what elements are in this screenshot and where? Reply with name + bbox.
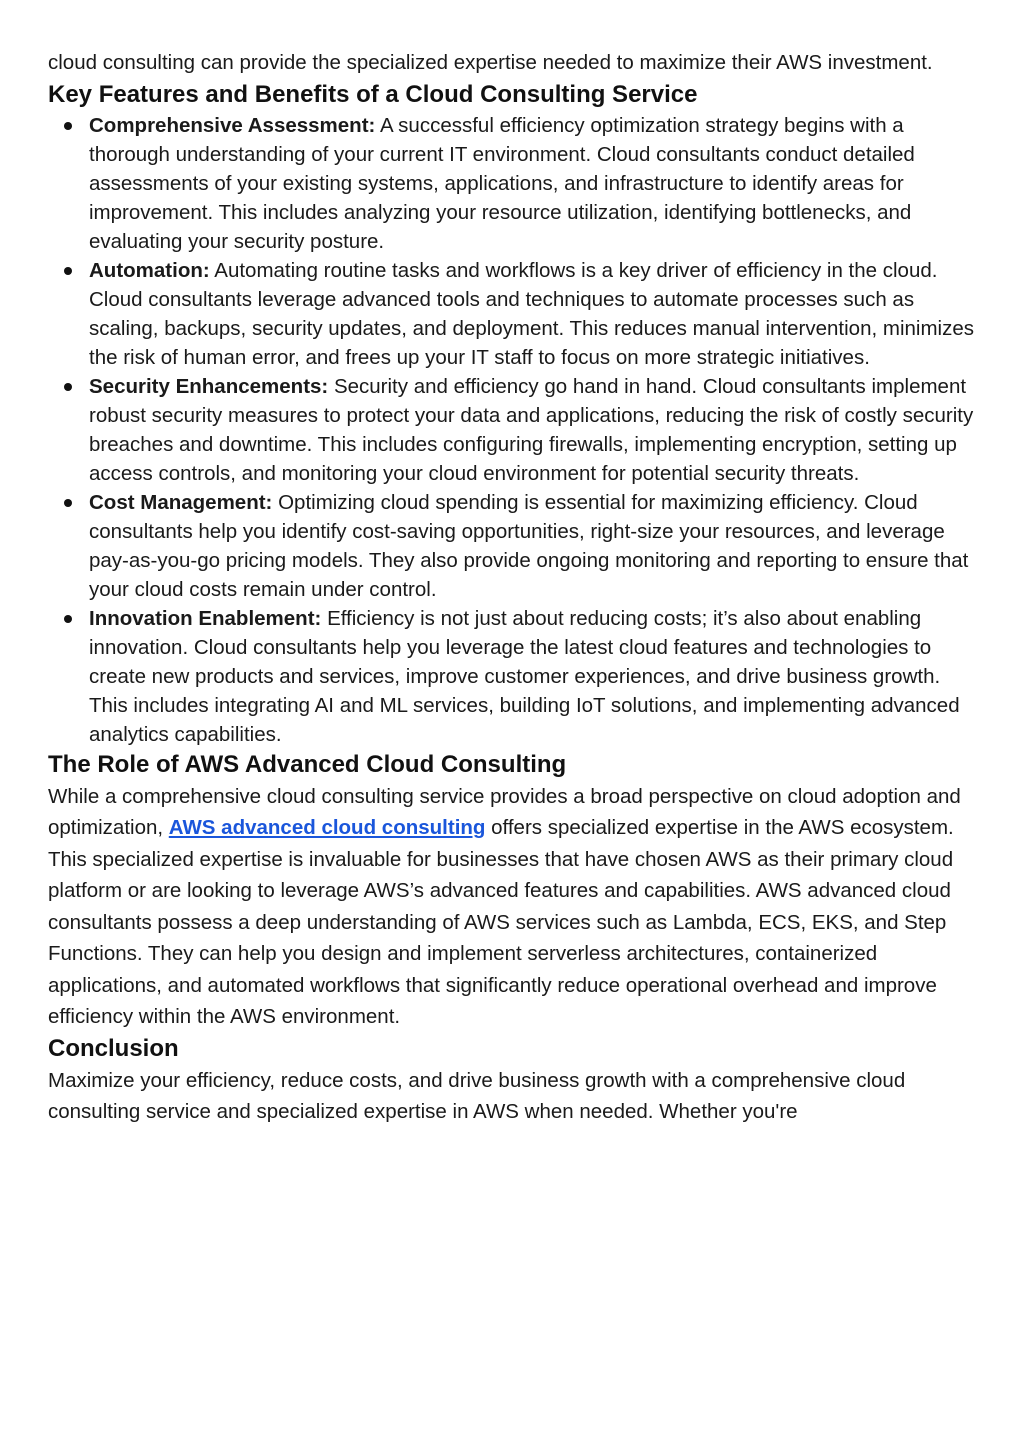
aws-advanced-consulting-link[interactable]: AWS advanced cloud consulting — [168, 816, 486, 839]
bullet-icon — [64, 615, 72, 623]
feature-text: Security and efficiency go hand in hand. Cloud consultants implement robust security measures to protect your data and applications, reducing the risk of costly security breaches and downtime. This includes configuring firewalls, implementing encryption, setting up access controls, and monitoring your cloud environment for potential security threats. — [89, 374, 974, 485]
list-item — [48, 372, 978, 488]
conclusion-heading: Conclusion — [48, 1034, 179, 1062]
feature-text: Automating routine tasks and workflows is a key driver of efficiency in the cloud. Cloud consultants leverage advanced tools and techniques to automate processes such as scaling, backups, security updates, and deployment. This reduces manual intervention, minimizes the risk of human error, and frees up your IT staff to focus on more strategic initiatives. — [89, 258, 974, 369]
feature-text: Efficiency is not just about reducing costs; it’s also about enabling innovation. Cloud consultants help you leverage the latest cloud features and technologies to create new products and services, improve customer experiences, and drive business growth. This includes integrating AI and ML services, building IoT solutions, and implementing advanced analytics capabilities. — [89, 606, 960, 746]
feature-title: Cost Management: — [89, 490, 273, 514]
bullet-icon — [64, 499, 72, 507]
list-item — [48, 604, 978, 749]
bullet-icon — [64, 122, 72, 130]
intro-paragraph: cloud consulting can provide the specialized expertise needed to maximize their AWS investment. — [48, 51, 933, 74]
role-paragraph — [48, 781, 978, 1033]
document-page — [48, 47, 978, 1128]
feature-title: Innovation Enablement: — [89, 606, 322, 630]
bullet-icon — [64, 267, 72, 275]
feature-title: Security Enhancements: — [89, 374, 329, 398]
features-heading: Key Features and Benefits of a Cloud Consulting Service — [48, 80, 698, 108]
list-item — [48, 111, 978, 256]
feature-text: A successful efficiency optimization strategy begins with a thorough understanding of your current IT environment. Cloud consultants conduct detailed assessments of your existing systems, applications, and infrastructure to identify areas for improvement. This includes analyzing your resource utilization, identifying bottlenecks, and evaluating your security posture. — [89, 113, 915, 253]
list-item — [48, 488, 978, 604]
role-text-after-link: offers specialized expertise in the AWS ecosystem. This specialized expertise is invaluable for businesses that have chosen AWS as their primary cloud platform or are looking to leverage AWS’s advanced features and capabilities. AWS advanced cloud consultants possess a deep understanding of AWS services such as Lambda, ECS, EKS, and Step Functions. They can help you design and implement serverless architectures, containerized applications, and automated workflows that significantly reduce operational overhead and improve efficiency within the AWS environment. — [48, 816, 954, 1028]
features-list — [48, 111, 978, 749]
role-text-before-link: While a comprehensive cloud consulting service provides a broad perspective on cloud adoption and optimization, — [48, 784, 961, 839]
feature-title: Automation: — [89, 258, 210, 282]
feature-title: Comprehensive Assessment: — [89, 113, 376, 137]
bullet-icon — [64, 383, 72, 391]
role-heading: The Role of AWS Advanced Cloud Consulting — [48, 750, 567, 778]
conclusion-paragraph: Maximize your efficiency, reduce costs, and drive business growth with a comprehensive cloud consulting service and specialized expertise in AWS when needed. Whether you're — [48, 1068, 906, 1123]
list-item — [48, 256, 978, 372]
feature-text: Optimizing cloud spending is essential for maximizing efficiency. Cloud consultants help you identify cost-saving opportunities, right-size your resources, and leverage pay-as-you-go pricing models. They also provide ongoing monitoring and reporting to ensure that your cloud costs remain under control. — [89, 490, 969, 601]
